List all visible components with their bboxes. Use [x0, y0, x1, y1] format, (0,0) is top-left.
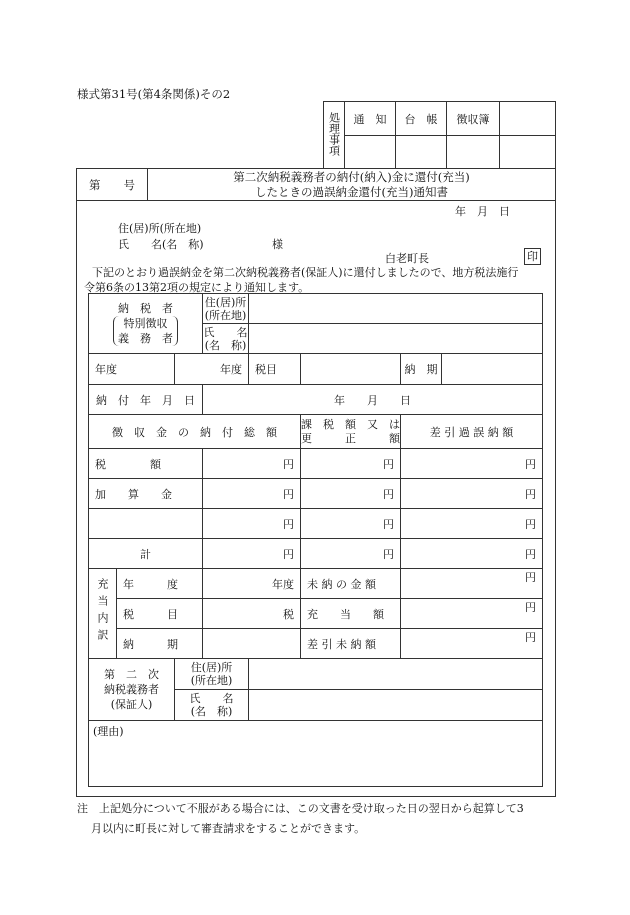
secondary-name-label: 氏 名 (名 称) — [175, 690, 249, 721]
taxpayer-name-label: 氏 名 (名 称) — [203, 325, 248, 352]
nendo-label-1: 年度 — [89, 354, 175, 385]
number-label: 第 号 — [77, 169, 148, 201]
amount-header-excess: 差 引 過 誤 納 額 — [401, 415, 543, 449]
reason-label: (理由) — [93, 725, 124, 738]
issuer: 白老町長 — [385, 252, 429, 265]
secondary-address-label: 住(居)所 (所在地) — [175, 659, 249, 690]
table-row: 税 目 税 充 当 額 円 — [89, 599, 543, 629]
addressee-name-label: 氏 名(名 称) — [118, 238, 204, 251]
processing-col-notice: 通 知 — [345, 102, 396, 136]
note-line1: 注 上記処分について不服がある場合には、この文書を受け取った日の翌日から起算して3 — [77, 802, 524, 815]
taxpayer-label: 納 税 者 特別徴収 義 務 者 — [89, 294, 203, 354]
table-row: 円 円 円 — [89, 509, 543, 539]
addressee-address-label: 住(居)所(所在地) — [118, 222, 202, 235]
table-row: 計 円 円 円 — [89, 539, 543, 569]
amount-header-total: 徴 収 金 の 納 付 総 額 — [89, 415, 301, 449]
detail-table — [88, 293, 543, 787]
processing-header: 処理事項 — [324, 102, 345, 169]
allocation-label: 充当内訳 — [89, 569, 117, 659]
document-title: 第二次納税義務者の納付(納入)金に還付(充当) したときの過誤納金還付(充当)通知書 — [148, 169, 556, 201]
reason-box[interactable] — [89, 721, 543, 787]
note-line2: 月以内に町長に対して審査請求をすることができます。 — [91, 822, 366, 835]
nendo-label-2: 年度 — [175, 354, 249, 385]
taxpayer-name-value[interactable] — [249, 324, 543, 354]
secondary-label: 第 二 次 納税義務者 (保証人) — [89, 659, 175, 721]
table-row: 納 期 差 引 未 納 額 円 — [89, 629, 543, 659]
paydate-value: 年 月 日 — [203, 385, 543, 415]
addressee-honorific: 様 — [272, 238, 283, 251]
secondary-name-value[interactable] — [249, 690, 543, 721]
table-row: 加 算 金 円 円 円 — [89, 479, 543, 509]
form-id: 様式第31号(第4条関係)その2 — [77, 87, 231, 101]
taxpayer-address-label: 住(居)所 (所在地) — [203, 294, 249, 324]
paydate-label: 納 付 年 月 日 — [89, 385, 203, 415]
amount-header-assessed: 課 税 額 又 は 更 正 額 — [301, 415, 401, 449]
taxpayer-address-value[interactable] — [249, 294, 543, 324]
processing-box — [323, 101, 556, 169]
secondary-address-value[interactable] — [249, 659, 543, 690]
table-row: 充当内訳 年 度 年度 未 納 の 金 額 円 — [89, 569, 543, 599]
zeimoku-label: 税目 — [249, 354, 301, 385]
processing-col-collection: 徴収簿 — [447, 102, 500, 136]
seal-mark: 印 — [524, 248, 541, 265]
nouki-label: 納 期 — [401, 354, 442, 385]
issue-date: 年 月 日 — [455, 205, 510, 218]
intro-line1: 下記のとおり過誤納金を第二次納税義務者(保証人)に還付しましたので、地方税法施行 — [92, 266, 519, 279]
intro-line2: 令第6条の13第2項の規定により通知します。 — [84, 281, 310, 294]
table-row: 税 額 円 円 円 — [89, 449, 543, 479]
processing-col-ledger: 台 帳 — [396, 102, 447, 136]
header-row — [76, 168, 556, 201]
